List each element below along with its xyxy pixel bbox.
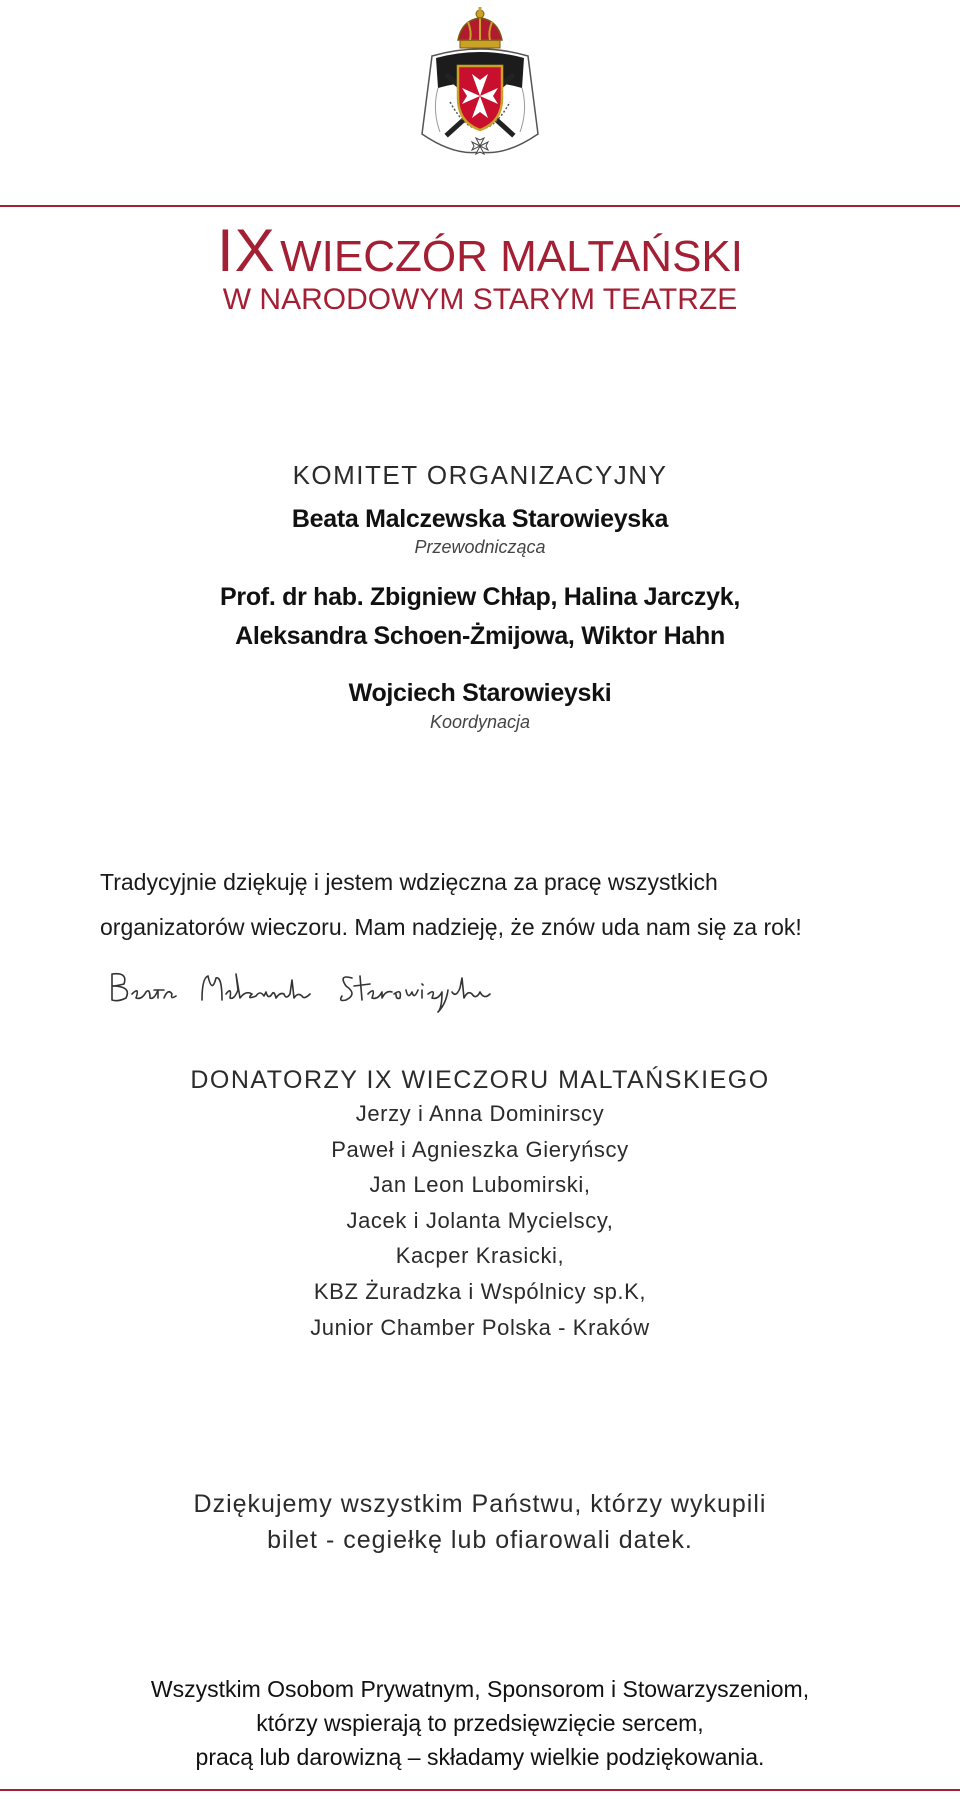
donor-item: KBZ Żuradzka i Wspólnicy sp.K, bbox=[313, 1279, 647, 1304]
chair-role: Przewodnicząca bbox=[414, 537, 546, 557]
title-text: WIECZÓR MALTAŃSKI bbox=[280, 232, 743, 281]
page-title bbox=[0, 216, 960, 285]
top-divider bbox=[0, 205, 960, 207]
committee-members-line-1: Prof. dr hab. Zbigniew Chłap, Halina Jarczyk, bbox=[220, 583, 740, 611]
maltese-cross-crest-icon bbox=[410, 6, 550, 166]
title-numeral: IX bbox=[217, 217, 276, 284]
donor-item: Paweł i Agnieszka Gieryńscy bbox=[331, 1137, 629, 1162]
final-thanks-line-3: pracą lub darowizną – składamy wielkie podziękowania. bbox=[195, 1744, 765, 1770]
coordinator-role: Koordynacja bbox=[429, 712, 531, 732]
donors-heading: DONATORZY IX WIECZORU MALTAŃSKIEGO bbox=[190, 1066, 770, 1094]
bottom-divider bbox=[0, 1789, 960, 1791]
committee-heading: KOMITET ORGANIZACYJNY bbox=[292, 460, 668, 490]
donor-item: Junior Chamber Polska - Kraków bbox=[310, 1315, 650, 1340]
donor-item: Jerzy i Anna Dominirscy bbox=[355, 1101, 605, 1126]
page-subtitle: W NARODOWYM STARYM TEATRZE bbox=[222, 283, 738, 316]
final-thanks-line-1: Wszystkim Osobom Prywatnym, Sponsorom i Stowarzyszeniom, bbox=[150, 1676, 810, 1702]
crown-icon bbox=[458, 7, 502, 48]
chair-name: Beata Malczewska Starowieyska bbox=[291, 505, 669, 533]
donor-item: Kacper Krasicki, bbox=[395, 1243, 565, 1268]
closing-line-1: Dziękujemy wszystkim Państwu, którzy wykupili bbox=[193, 1490, 767, 1518]
handwritten-signature bbox=[106, 964, 496, 1014]
final-thanks-line-2: którzy wspierają to przedsięwzięcie sercem, bbox=[256, 1710, 704, 1736]
donor-item: Jacek i Jolanta Mycielscy, bbox=[346, 1208, 614, 1233]
thanks-line-1: Tradycyjnie dziękuję i jestem wdzięczna za pracę wszystkich bbox=[100, 869, 718, 895]
coordinator-name: Wojciech Starowieyski bbox=[348, 679, 612, 707]
thanks-line-2: organizatorów wieczoru. Mam nadzieję, że znów uda nam się za rok! bbox=[100, 914, 802, 940]
closing-line-2: bilet - cegiełkę lub ofiarowali datek. bbox=[267, 1526, 693, 1554]
donor-item: Jan Leon Lubomirski, bbox=[369, 1172, 591, 1197]
committee-members-line-2: Aleksandra Schoen-Żmijowa, Wiktor Hahn bbox=[235, 622, 725, 650]
